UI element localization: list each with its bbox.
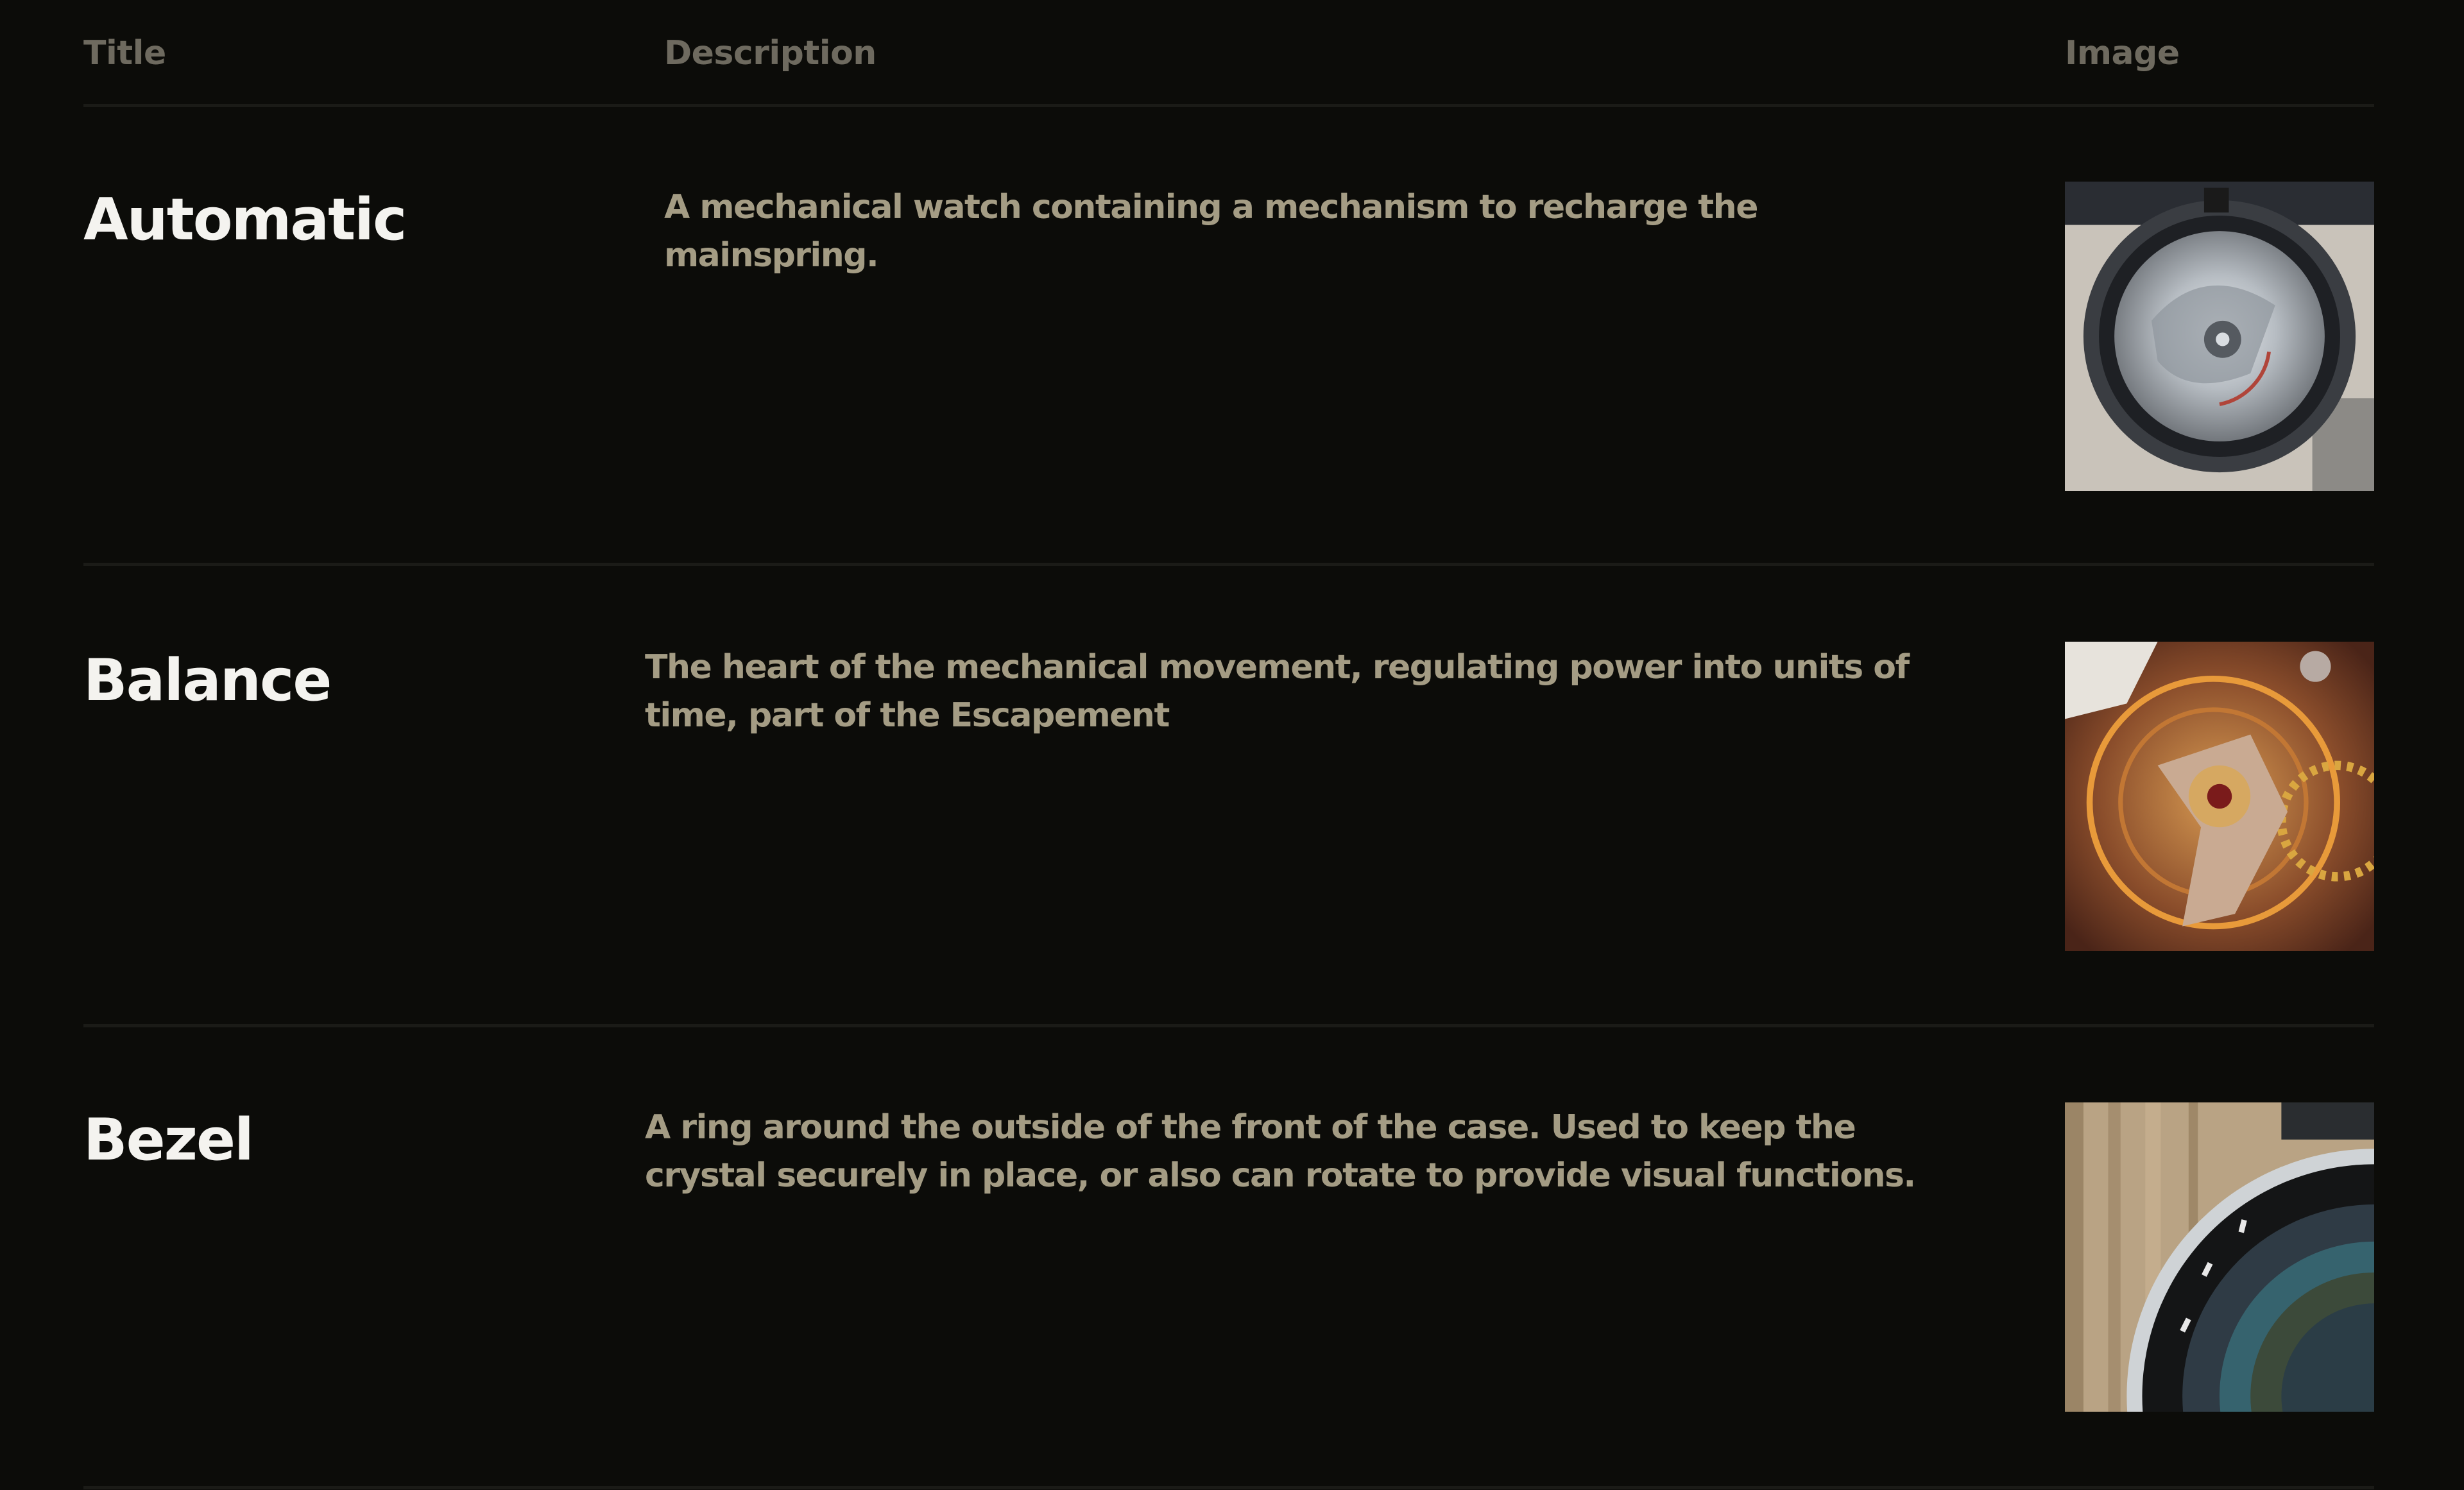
column-header-image: Image — [2065, 34, 2180, 73]
row-divider — [83, 563, 2374, 566]
row-title-automatic: Automatic — [83, 186, 406, 253]
row-title-bezel: Bezel — [83, 1106, 253, 1174]
bezel-image[interactable] — [2065, 1102, 2374, 1412]
balance-wheel-image[interactable] — [2065, 642, 2374, 951]
automatic-movement-image[interactable] — [2065, 182, 2374, 491]
row-divider — [83, 1024, 2374, 1027]
row-description-bezel: A ring around the outside of the front of the case. Used to keep the crystal securely in place, or also can rotate to provide visual functions. — [645, 1108, 1915, 1195]
row-title-balance: Balance — [83, 647, 331, 714]
row-description-balance: The heart of the mechanical movement, regulating power into units of time, part of the Escapement — [645, 648, 1909, 735]
header-divider — [83, 104, 2374, 107]
column-header-title: Title — [83, 34, 166, 73]
column-header-description: Description — [664, 34, 877, 73]
row-description-automatic: A mechanical watch containing a mechanism to recharge the mainspring. — [664, 188, 1758, 275]
row-divider — [83, 1486, 2374, 1489]
